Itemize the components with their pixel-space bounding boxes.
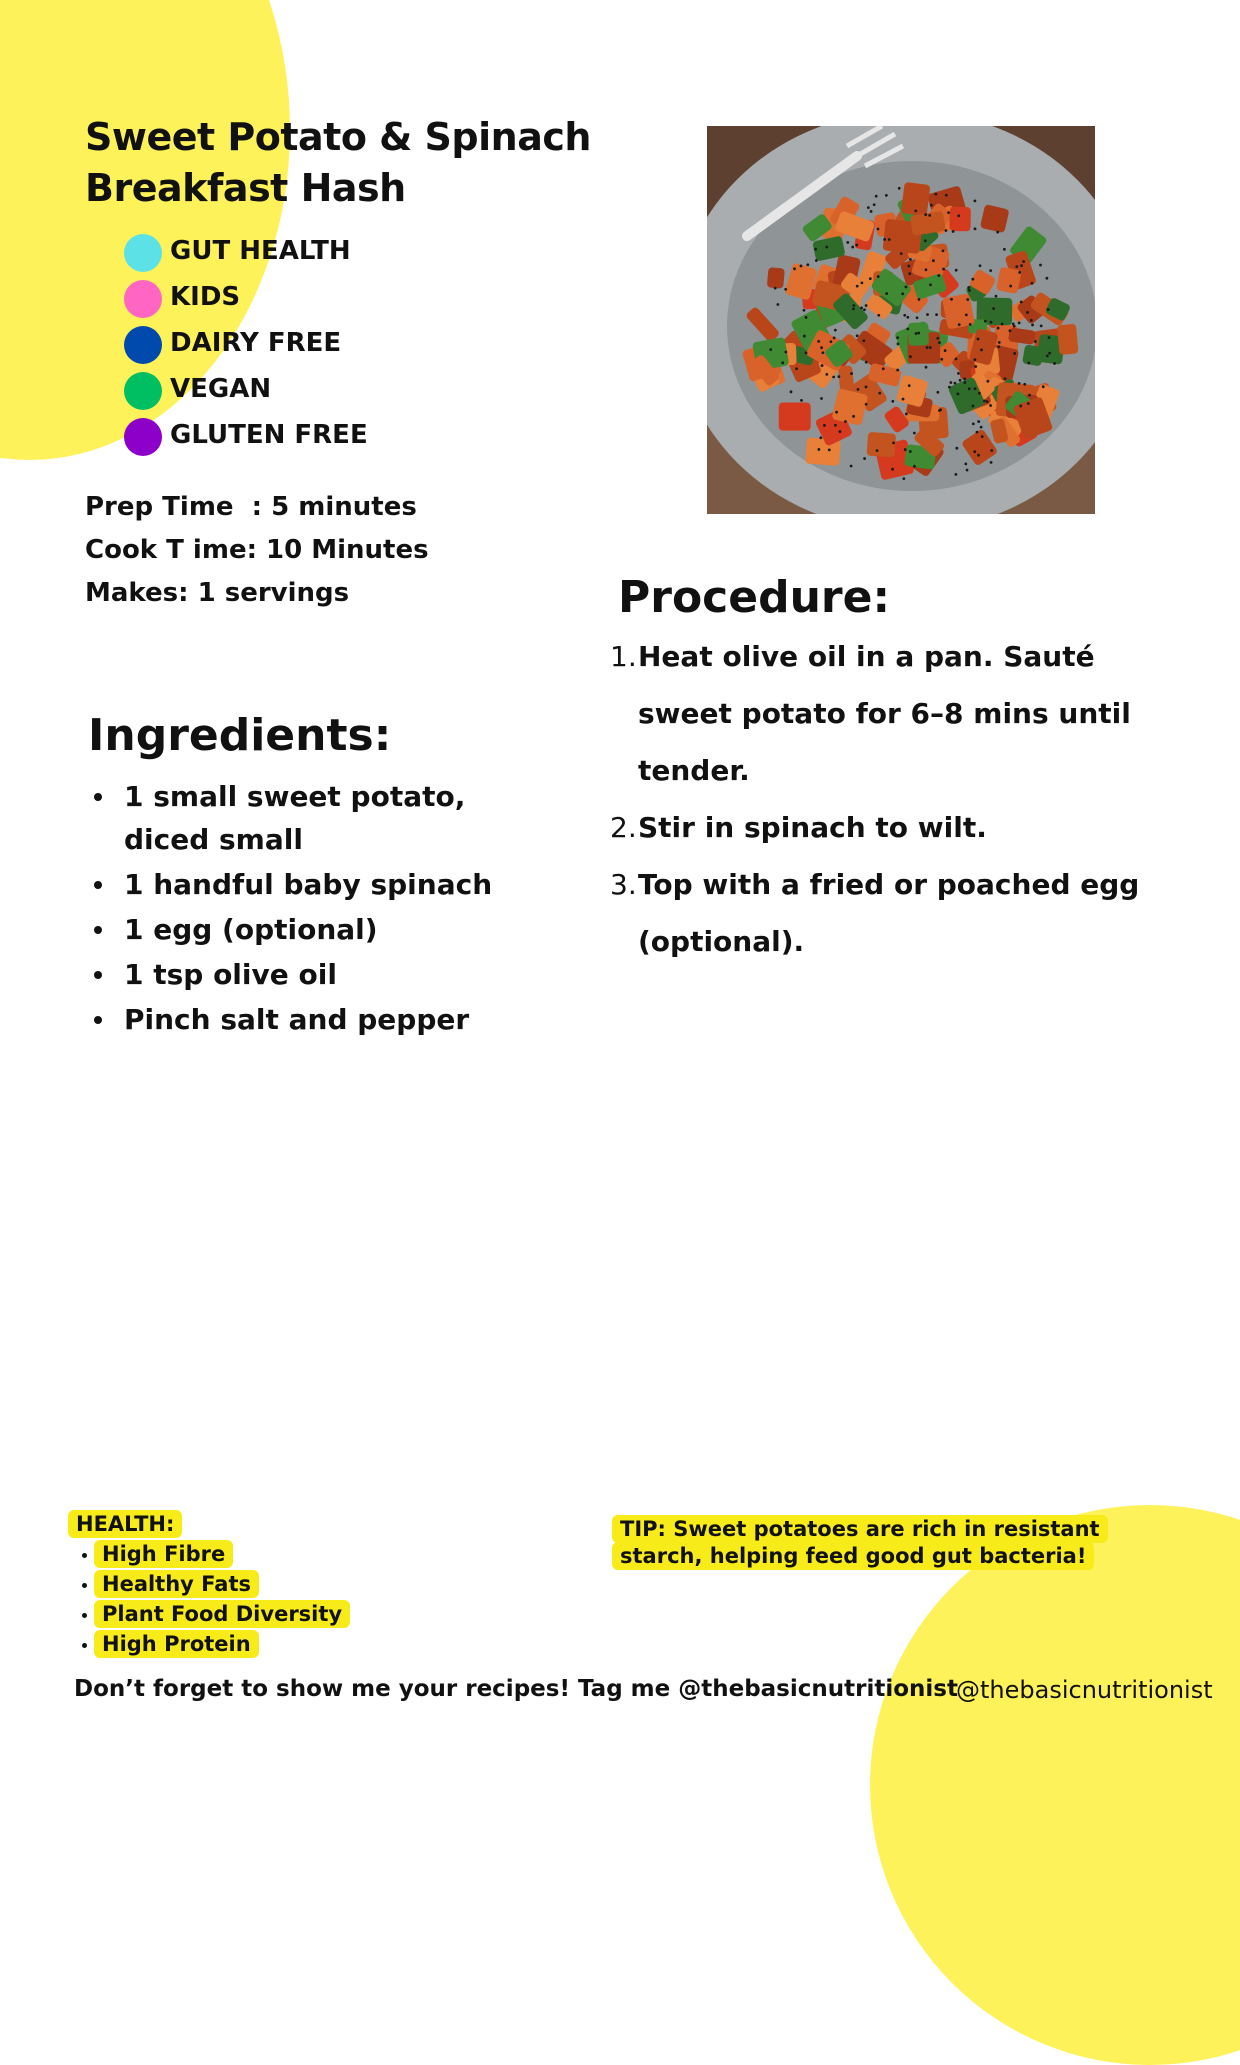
health-list <box>68 1540 350 1658</box>
tag-label: GUT HEALTH <box>170 236 351 266</box>
tag-dot <box>124 372 162 410</box>
ingredients-list <box>90 775 530 1043</box>
tag-dot <box>124 326 162 364</box>
ingredients-heading: Ingredients: <box>88 710 392 761</box>
health-item-label: Healthy Fats <box>94 1570 259 1598</box>
health-item-label: Plant Food Diversity <box>94 1600 350 1628</box>
ingredient-item: 1 small sweet potato, diced small <box>90 775 530 861</box>
procedure-heading: Procedure: <box>618 572 891 623</box>
dish-photo <box>707 126 1095 514</box>
step-number: 1. <box>610 640 637 673</box>
tag-label: KIDS <box>170 282 241 312</box>
ingredient-item: 1 tsp olive oil <box>90 953 530 996</box>
health-item <box>68 1540 350 1568</box>
cook-time: Cook T ime: 10 Minutes <box>85 535 429 565</box>
footer-message: Don’t forget to show me your recipes! Tag me @thebasicnutritionist <box>74 1676 958 1702</box>
step-text: Stir in spinach to wilt. <box>638 811 987 844</box>
step-text: Heat olive oil in a pan. Sauté sweet potato for 6–8 mins until tender. <box>638 640 1131 787</box>
procedure-list <box>610 628 1170 970</box>
tag-dot <box>124 280 162 318</box>
step-number: 3. <box>610 868 637 901</box>
tag-dot <box>124 418 162 456</box>
tag-label: DAIRY FREE <box>170 328 342 358</box>
step-text: Top with a fried or poached egg (optional). <box>638 868 1140 958</box>
servings: Makes: 1 servings <box>85 578 350 608</box>
dish-illustration <box>707 126 1095 514</box>
health-heading: HEALTH: <box>68 1510 182 1538</box>
health-box <box>68 1510 350 1658</box>
ingredient-item: Pinch salt and pepper <box>90 998 530 1041</box>
tip-box <box>612 1516 1142 1570</box>
tag-label: GLUTEN FREE <box>170 420 368 450</box>
yellow-blob-bottom-right <box>870 1505 1240 2065</box>
recipe-title: Sweet Potato & Spinach Breakfast Hash <box>85 115 591 210</box>
social-handle[interactable]: @thebasicnutritionist <box>956 1676 1213 1704</box>
tip-text: TIP: Sweet potatoes are rich in resistant starch, helping feed good gut bacteria! <box>612 1515 1108 1570</box>
health-item <box>68 1570 350 1598</box>
tag-label: VEGAN <box>170 374 272 404</box>
recipe-meta <box>85 486 429 615</box>
health-item-label: High Fibre <box>94 1540 233 1568</box>
ingredient-item: 1 handful baby spinach <box>90 863 530 906</box>
health-item <box>68 1600 350 1628</box>
health-item-label: High Protein <box>94 1630 259 1658</box>
step-number: 2. <box>610 811 637 844</box>
ingredient-item: 1 egg (optional) <box>90 908 530 951</box>
procedure-step <box>610 799 1170 856</box>
prep-time: Prep Time : 5 minutes <box>85 492 417 522</box>
procedure-step <box>610 628 1170 799</box>
procedure-step <box>610 856 1170 970</box>
health-item <box>68 1630 350 1658</box>
tag-dot <box>124 234 162 272</box>
